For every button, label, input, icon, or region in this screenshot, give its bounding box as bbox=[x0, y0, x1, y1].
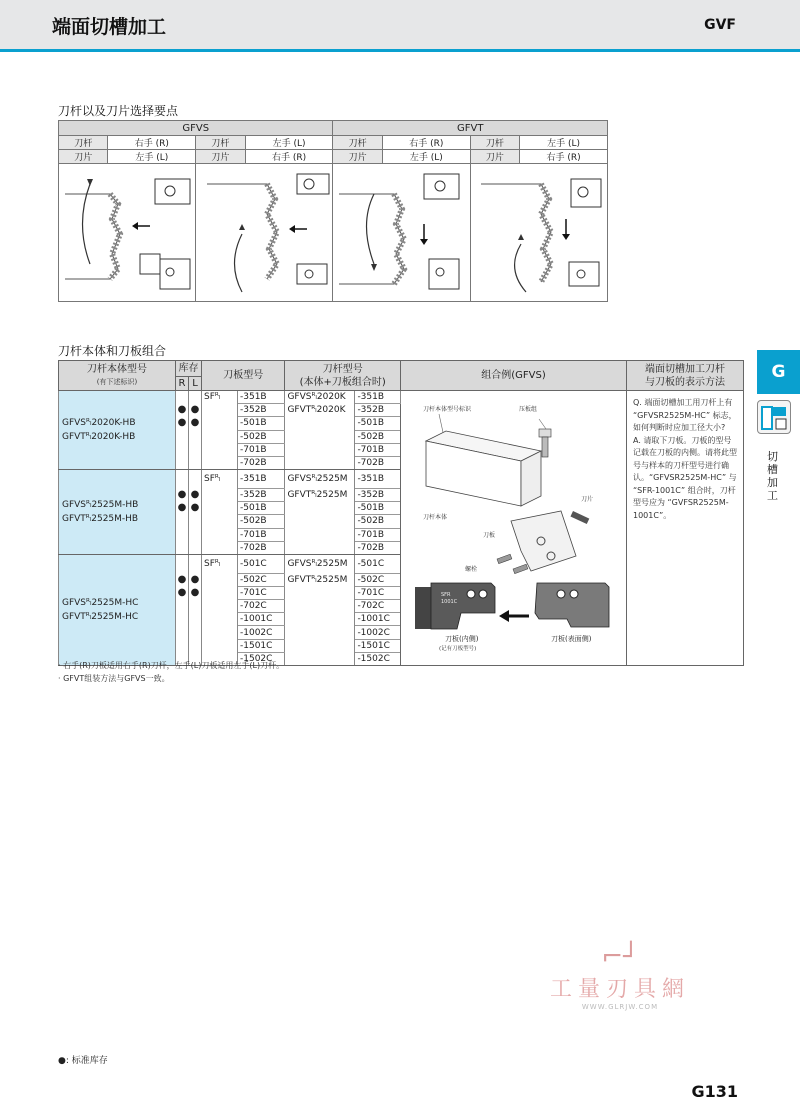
stock-r-dot bbox=[176, 430, 189, 443]
holder-model bbox=[285, 639, 355, 652]
table-row bbox=[59, 391, 744, 404]
blade-prefix bbox=[202, 488, 238, 501]
holder-model: GFVTᴿₗ2020K bbox=[285, 404, 355, 417]
stock-r-dot bbox=[176, 515, 189, 528]
blade-model: -352B bbox=[238, 404, 285, 417]
blade-prefix bbox=[202, 600, 238, 613]
answer-text: A. 请取下刀板。刀板的型号记载在刀板的内侧。请将此型号与样本的刀杆型号进行确认。“GFVSR2525M-HC” 与 “SFR-1001C” 组合时，刀杆型号应为 “GVFSR2525M-1001C”。 bbox=[633, 435, 737, 520]
holder-value: 右手 (R) bbox=[108, 136, 196, 150]
holder-model: GFVSᴿₗ2525M bbox=[285, 470, 355, 489]
holder-value: 右手 (R) bbox=[382, 136, 470, 150]
blade-prefix: SFᴿₗ bbox=[202, 470, 238, 489]
selection-title: 刀杆以及刀片选择要点 bbox=[58, 104, 179, 118]
stock-legend: ●: 标准库存 bbox=[58, 1056, 108, 1066]
holder-suffix: -501C bbox=[355, 554, 401, 573]
holder-body-model: GFVTᴿₗ2525M-HC bbox=[62, 611, 139, 622]
blade-prefix bbox=[202, 456, 238, 469]
holder-body-cell bbox=[59, 391, 176, 470]
blade-prefix bbox=[202, 443, 238, 456]
holder-model bbox=[285, 528, 355, 541]
stock-l-dot bbox=[189, 443, 202, 456]
blade-model: -352B bbox=[238, 488, 285, 501]
stock-l-dot: ● bbox=[189, 488, 202, 501]
assembly-diagram bbox=[401, 391, 625, 661]
holder-model bbox=[285, 652, 355, 665]
plate-text-1: SFR bbox=[441, 592, 451, 598]
holder-model: GFVSᴿₗ2020K bbox=[285, 391, 355, 404]
stock-l-dot bbox=[189, 515, 202, 528]
blade-value: 左手 (L) bbox=[108, 150, 196, 164]
blade-model: -501C bbox=[238, 554, 285, 573]
stock-r-dot: ● bbox=[176, 417, 189, 430]
stock-r-dot bbox=[176, 541, 189, 554]
qa-cell bbox=[627, 391, 744, 666]
holder-model bbox=[285, 626, 355, 639]
blade-model: -501B bbox=[238, 417, 285, 430]
holder-suffix: -352B bbox=[355, 404, 401, 417]
blade-label: 刀片 bbox=[470, 150, 519, 164]
holder-suffix: -502C bbox=[355, 573, 401, 586]
holder-suffix: -352B bbox=[355, 488, 401, 501]
label-insert: 刀片 bbox=[581, 496, 594, 503]
holder-label: 刀杆 bbox=[470, 136, 519, 150]
col-stock-l: L bbox=[189, 377, 202, 391]
holder-body-cell bbox=[59, 554, 176, 665]
blade-prefix bbox=[202, 639, 238, 652]
holder-model bbox=[285, 456, 355, 469]
group-name-gfvt: GFVT bbox=[333, 121, 608, 136]
watermark-logo-icon: ⌐┘ bbox=[601, 942, 639, 972]
col-method-label-2: 与刀板的表示方法 bbox=[645, 376, 725, 388]
diagram-gfvt-right bbox=[333, 164, 470, 302]
blade-prefix: SFᴿₗ bbox=[202, 554, 238, 573]
blade-value: 右手 (R) bbox=[245, 150, 333, 164]
page-header bbox=[0, 0, 800, 52]
holder-suffix: -502B bbox=[355, 515, 401, 528]
assembly-example-cell bbox=[401, 391, 627, 666]
blade-model: -502C bbox=[238, 573, 285, 586]
holder-model bbox=[285, 586, 355, 599]
stock-r-dot: ● bbox=[176, 404, 189, 417]
col-stock-r: R bbox=[176, 377, 189, 391]
blade-model: -501B bbox=[238, 502, 285, 515]
holder-model: GFVTᴿₗ2525M bbox=[285, 573, 355, 586]
col-method-label: 端面切槽加工刀杆 bbox=[645, 363, 725, 375]
label-screw: 压板组 bbox=[519, 406, 538, 413]
stock-l-dot: ● bbox=[189, 586, 202, 599]
question-text: Q. 端面切槽加工用刀杆上有 “GFVSR2525M-HC” 标志，如何判断时应加工径大小? bbox=[633, 398, 737, 432]
label-bolt: 螺栓 bbox=[465, 566, 478, 573]
blade-prefix bbox=[202, 404, 238, 417]
blade-prefix bbox=[202, 573, 238, 586]
blade-model: -351B bbox=[238, 470, 285, 489]
watermark bbox=[530, 942, 710, 1011]
stock-r-dot bbox=[176, 528, 189, 541]
holder-suffix: -1501C bbox=[355, 639, 401, 652]
label-inner-sub: (记有刀板型号) bbox=[439, 646, 477, 652]
selection-table bbox=[58, 120, 608, 302]
stock-r-dot bbox=[176, 639, 189, 652]
stock-l-dot: ● bbox=[189, 573, 202, 586]
stock-r-dot bbox=[176, 391, 189, 404]
holder-suffix: -351B bbox=[355, 470, 401, 489]
blade-prefix bbox=[202, 417, 238, 430]
grooving-icon bbox=[757, 400, 791, 434]
holder-model bbox=[285, 541, 355, 554]
label-inner: 刀板(内侧) bbox=[445, 635, 479, 643]
face-grooving-diagram bbox=[334, 164, 469, 298]
footnote: · 右手(R)刀板适用右手(R)刀杆，左手(L)刀板适用左手(L)刀杆。 bbox=[58, 661, 285, 670]
holder-suffix: -1001C bbox=[355, 613, 401, 626]
stock-l-dot bbox=[189, 639, 202, 652]
diagram-gfvt-left bbox=[470, 164, 607, 302]
blade-prefix: SFᴿₗ bbox=[202, 391, 238, 404]
blade-value: 左手 (L) bbox=[382, 150, 470, 164]
holder-suffix: -702C bbox=[355, 600, 401, 613]
holder-model bbox=[285, 502, 355, 515]
blade-model: -701B bbox=[238, 443, 285, 456]
col-method-header bbox=[627, 361, 744, 391]
blade-model: -1002C bbox=[238, 626, 285, 639]
blade-model: -1001C bbox=[238, 613, 285, 626]
footnotes bbox=[58, 659, 284, 685]
holder-model bbox=[285, 443, 355, 456]
face-grooving-diagram bbox=[60, 164, 195, 298]
stock-r-dot bbox=[176, 456, 189, 469]
page-number: G131 bbox=[691, 1082, 738, 1101]
col-holder-label: 刀杆型号 bbox=[322, 363, 363, 375]
col-holder-header bbox=[285, 361, 401, 391]
blade-prefix bbox=[202, 502, 238, 515]
blade-value: 右手 (R) bbox=[520, 150, 608, 164]
combo-title: 刀杆本体和刀板组合 bbox=[58, 344, 167, 358]
watermark-text: 工量刃具網 bbox=[549, 977, 690, 1002]
stock-l-dot bbox=[189, 626, 202, 639]
stock-l-dot bbox=[189, 600, 202, 613]
blade-inner-photo bbox=[415, 583, 495, 629]
stock-r-dot bbox=[176, 613, 189, 626]
blade-label: 刀片 bbox=[196, 150, 245, 164]
combination-table bbox=[58, 360, 744, 666]
face-grooving-diagram bbox=[197, 164, 332, 298]
stock-l-dot bbox=[189, 391, 202, 404]
blade-prefix bbox=[202, 626, 238, 639]
col-body-label: 刀杆本体型号 bbox=[87, 363, 147, 375]
footnote: · GFVT组装方法与GFVS一致。 bbox=[58, 674, 170, 683]
stock-l-dot bbox=[189, 528, 202, 541]
diagram-gfvs-left bbox=[196, 164, 333, 302]
blade-prefix bbox=[202, 541, 238, 554]
blade-prefix bbox=[202, 515, 238, 528]
col-body-header bbox=[59, 361, 176, 391]
blade-label: 刀片 bbox=[333, 150, 382, 164]
holder-suffix: -701B bbox=[355, 528, 401, 541]
diagram-gfvs-right bbox=[59, 164, 196, 302]
page-title: 端面切槽加工 bbox=[52, 16, 167, 38]
stock-l-dot: ● bbox=[189, 404, 202, 417]
chapter-tab[interactable]: G bbox=[757, 350, 800, 394]
stock-r-dot bbox=[176, 626, 189, 639]
blade-model: -1502C bbox=[238, 652, 285, 665]
holder-body-model: GFVTᴿₗ2020K-HB bbox=[62, 432, 136, 443]
holder-suffix: -1502C bbox=[355, 652, 401, 665]
blade-prefix bbox=[202, 430, 238, 443]
holder-value: 左手 (L) bbox=[245, 136, 333, 150]
stock-r-dot: ● bbox=[176, 488, 189, 501]
col-stock-header: 库存 bbox=[176, 361, 202, 377]
holder-body-cell bbox=[59, 470, 176, 555]
blade-model: -701B bbox=[238, 528, 285, 541]
blade-model: -1501C bbox=[238, 639, 285, 652]
holder-value: 左手 (L) bbox=[520, 136, 608, 150]
holder-suffix: -1002C bbox=[355, 626, 401, 639]
label-blade: 刀板 bbox=[483, 532, 496, 539]
holder-model: GFVTᴿₗ2525M bbox=[285, 488, 355, 501]
col-blade-header: 刀板型号 bbox=[202, 361, 285, 391]
holder-model bbox=[285, 430, 355, 443]
blade-model: -502B bbox=[238, 430, 285, 443]
label-body-mark: 刀杆本体型号标识 bbox=[423, 406, 472, 413]
blade-model: -702B bbox=[238, 456, 285, 469]
holder-suffix: -501B bbox=[355, 502, 401, 515]
holder-label: 刀杆 bbox=[333, 136, 382, 150]
stock-l-dot bbox=[189, 613, 202, 626]
label-outer: 刀板(表面侧) bbox=[551, 635, 592, 643]
stock-l-dot bbox=[189, 430, 202, 443]
holder-model bbox=[285, 417, 355, 430]
blade-prefix bbox=[202, 613, 238, 626]
holder-label: 刀杆 bbox=[196, 136, 245, 150]
holder-body-model: GFVTᴿₗ2525M-HB bbox=[62, 514, 139, 524]
holder-model bbox=[285, 515, 355, 528]
blade-prefix bbox=[202, 586, 238, 599]
blade-model: -351B bbox=[238, 391, 285, 404]
group-name-gfvs: GFVS bbox=[59, 121, 333, 136]
holder-suffix: -501B bbox=[355, 417, 401, 430]
arrow-left-icon bbox=[499, 610, 529, 622]
col-body-sublabel: (有下述标识) bbox=[96, 377, 138, 386]
label-body: 刀杆本体 bbox=[423, 514, 448, 521]
stock-r-dot bbox=[176, 554, 189, 573]
blade-model: -701C bbox=[238, 586, 285, 599]
holder-suffix: -502B bbox=[355, 430, 401, 443]
stock-l-dot bbox=[189, 554, 202, 573]
series-code: GVF bbox=[704, 17, 736, 33]
stock-l-dot bbox=[189, 470, 202, 489]
holder-body-model: GFVSᴿₗ2020K-HB bbox=[62, 418, 136, 429]
holder-body-model: GFVSᴿₗ2525M-HB bbox=[62, 500, 139, 510]
stock-r-dot: ● bbox=[176, 502, 189, 515]
chapter-label: 切槽加工 bbox=[767, 450, 778, 502]
blade-model: -702C bbox=[238, 600, 285, 613]
stock-r-dot: ● bbox=[176, 586, 189, 599]
col-example-header: 组合例(GFVS) bbox=[401, 361, 627, 391]
watermark-url: WWW.GLRJW.COM bbox=[581, 1003, 659, 1011]
stock-l-dot bbox=[189, 541, 202, 554]
col-holder-sublabel: (本体+刀板组合时) bbox=[299, 376, 386, 388]
face-grooving-diagram bbox=[471, 164, 606, 298]
stock-l-dot bbox=[189, 456, 202, 469]
stock-r-dot bbox=[176, 470, 189, 489]
holder-model bbox=[285, 613, 355, 626]
holder-suffix: -702B bbox=[355, 456, 401, 469]
holder-model: GFVSᴿₗ2525M bbox=[285, 554, 355, 573]
plate-text-2: 1001C bbox=[441, 599, 458, 605]
blade-prefix bbox=[202, 528, 238, 541]
blade-label: 刀片 bbox=[59, 150, 108, 164]
holder-suffix: -701B bbox=[355, 443, 401, 456]
stock-r-dot: ● bbox=[176, 573, 189, 586]
holder-body-model: GFVSᴿₗ2525M-HC bbox=[62, 597, 139, 608]
stock-l-dot: ● bbox=[189, 417, 202, 430]
blade-outer-photo bbox=[535, 583, 609, 627]
holder-suffix: -702B bbox=[355, 541, 401, 554]
holder-suffix: -351B bbox=[355, 391, 401, 404]
holder-suffix: -701C bbox=[355, 586, 401, 599]
blade-model: -502B bbox=[238, 515, 285, 528]
stock-r-dot bbox=[176, 600, 189, 613]
blade-model: -702B bbox=[238, 541, 285, 554]
holder-model bbox=[285, 600, 355, 613]
holder-label: 刀杆 bbox=[59, 136, 108, 150]
stock-l-dot: ● bbox=[189, 502, 202, 515]
stock-r-dot bbox=[176, 443, 189, 456]
